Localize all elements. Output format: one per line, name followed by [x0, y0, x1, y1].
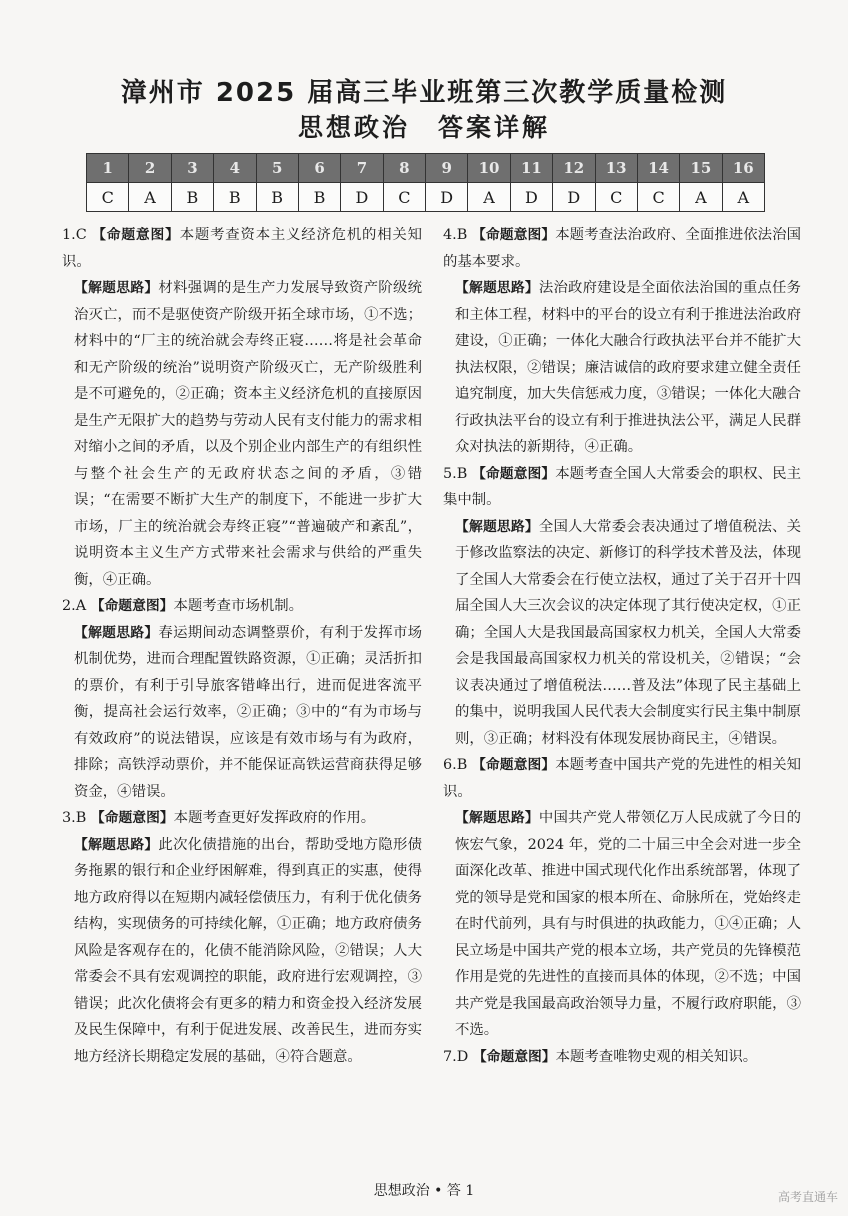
answer-table-number-row — [87, 154, 765, 183]
answer-cell: C — [87, 183, 129, 212]
question-number-cell: 15 — [680, 154, 722, 183]
page-footer: 思想政治 • 答 1 — [373, 1183, 475, 1199]
question-number-cell: 11 — [510, 154, 552, 183]
solution-text: 春运期间动态调整票价，有利于发挥市场机制优势，进而合理配置铁路资源，①正确；灵活折扣的票价，有利于引导旅客错峰出行，进而促进客流平衡，提高社会运行效率，②正确；③中的“有为市场与有效政府”的说法错误，应该是有效市场与有为政府，排除；高铁浮动票价，并不能保证高铁运营商获得足够资金，④错误。 — [74, 624, 423, 800]
question-number-cell: 1 — [87, 154, 129, 183]
question-heading — [62, 222, 422, 275]
solution-tag: 【解题思路】 — [74, 624, 159, 641]
question-number-cell: 3 — [171, 154, 213, 183]
question-number-cell: 10 — [468, 154, 510, 183]
question-number-cell: 7 — [341, 154, 383, 183]
answer-table-answer-row — [87, 183, 765, 212]
solution-paragraph — [62, 275, 422, 593]
intent-tag: 【命题意图】 — [90, 810, 174, 826]
answer-cell: A — [680, 183, 722, 212]
intent-text: 本题考查唯物史观的相关知识。 — [555, 1048, 758, 1065]
solution-text: 全国人大常委会表决通过了增值税法、关于修改监察法的决定、新修订的科学技术普及法，体现了全国人大常委会在行使立法权，通过了关于召开十四届全国人大三次会议的决定体现了其行使决定权，①正确；全国人大是我国最高国家权力机关，全国人大常委会是我国最高国家权力机关的常设机关，②错误；“会议表决通过了增值税法……普及法”体现了民主基础上的集中，说明我国人民代表大会制度实行民主集中制原则，③正确；材料没有体现发展协商民主，④错误。 — [455, 518, 801, 747]
question-number-cell: 12 — [553, 154, 595, 183]
intent-text: 本题考查资本主义经济危机的相关知识。 — [62, 227, 423, 270]
intent-tag: 【命题意图】 — [471, 227, 556, 243]
solution-tag: 【解题思路】 — [455, 518, 539, 535]
intent-text: 本题考查市场机制。 — [173, 598, 304, 614]
solution-tag: 【解题思路】 — [74, 280, 159, 296]
question-number: 6.B — [443, 757, 468, 773]
subject-label: 思想政治 — [297, 113, 410, 142]
intent-tag: 【命题意图】 — [471, 465, 556, 482]
answer-cell: C — [637, 183, 679, 212]
solution-text: 材料强调的是生产力发展导致资产阶级统治灭亡，而不是驱使资产阶级开拓全球市场，①不选；材料中的“厂主的统治就会寿终正寝……将是社会革命和无产阶级的统治”说明资产阶级灭亡，无产阶级胜利是不可避免的，②正确；资本主义经济危机的直接原因是生产无限扩大的趋势与劳动人民有支付能力的需求相对缩小之间的矛盾，以及个别企业内部生产的有组织性与整个社会生产的无政府状态之间的矛盾，③错误；“在需要不断扩大生产的制度下，不能进一步扩大市场，厂主的统治就会寿终正寝”“普遍破产和紊乱”，说明资本主义生产方式带来社会需求与供给的严重失衡，④正确。 — [74, 280, 423, 588]
answer-cell: C — [383, 183, 425, 212]
answer-cell: A — [722, 183, 764, 212]
answer-cell: B — [298, 183, 340, 212]
intent-tag: 【命题意图】 — [472, 1048, 556, 1065]
question-number-cell: 5 — [256, 154, 298, 183]
question-number: 4.B — [443, 227, 468, 243]
answer-cell: D — [341, 183, 383, 212]
solution-paragraph — [443, 514, 801, 753]
right-column — [443, 222, 801, 1070]
question-heading — [62, 805, 422, 832]
question-number: 5.B — [443, 465, 468, 482]
left-column — [62, 222, 422, 1070]
question-number: 3.B — [62, 810, 87, 826]
intent-text: 本题考查法治政府、全面推进依法治国的基本要求。 — [443, 227, 801, 270]
answer-cell: D — [426, 183, 468, 212]
question-heading — [443, 461, 801, 514]
solution-tag: 【解题思路】 — [455, 280, 539, 296]
watermark: 高考直通车 — [777, 1190, 838, 1204]
intent-text: 本题考查更好发挥政府的作用。 — [173, 810, 376, 826]
answer-cell: D — [553, 183, 595, 212]
question-number-cell: 16 — [722, 154, 764, 183]
solution-tag: 【解题思路】 — [455, 810, 539, 826]
solution-paragraph — [62, 832, 422, 1071]
solution-paragraph — [443, 805, 801, 1044]
question-number-cell: 6 — [298, 154, 340, 183]
question-heading — [443, 222, 801, 275]
intent-tag: 【命题意图】 — [92, 227, 180, 243]
question-number-cell: 9 — [426, 154, 468, 183]
answer-cell: D — [510, 183, 552, 212]
question-number-cell: 14 — [637, 154, 679, 183]
question-heading — [62, 593, 422, 620]
solution-paragraph — [62, 620, 422, 806]
question-number-cell: 4 — [214, 154, 256, 183]
solution-text: 此次化债措施的出台，帮助受地方隐形债务拖累的银行和企业纾困解难，得到真正的实惠，使得地方政府得以在短期内减轻偿债压力，有利于优化债务结构，实现债务的可持续化解，①正确；地方政府债务风险是客观存在的，化债不能消除风险，②错误；人大常委会不具有宏观调控的职能，政府进行宏观调控，③错误；此次化债将会有更多的精力和资金投入经济发展及民生保障中，有利于促进发展、改善民生，进而夯实地方经济长期稳定发展的基础，④符合题意。 — [74, 836, 423, 1065]
page-subtitle — [0, 108, 848, 144]
intent-text: 本题考查中国共产党的先进性的相关知识。 — [443, 757, 801, 800]
question-number: 1.C — [62, 227, 87, 243]
solution-tag: 【解题思路】 — [74, 836, 159, 853]
answer-cell: B — [171, 183, 213, 212]
question-heading — [443, 752, 801, 805]
answer-cell: C — [595, 183, 637, 212]
answer-cell: A — [468, 183, 510, 212]
intent-tag: 【命题意图】 — [90, 598, 174, 614]
answer-cell: B — [214, 183, 256, 212]
page-title: 漳州市 2025 届高三毕业班第三次教学质量检测 — [120, 78, 728, 108]
question-number-cell: 8 — [383, 154, 425, 183]
question-number-cell: 2 — [129, 154, 171, 183]
answer-label: 答案详解 — [438, 113, 551, 142]
solution-text: 中国共产党人带领亿万人民成就了今日的恢宏气象，2024 年，党的二十届三中全会对进一步全面深化改革、推进中国式现代化作出系统部署，体现了党的领导是党和国家的根本所在、命脉所在，党始终走在时代前列，具有与时俱进的执政能力，①④正确；人民立场是中国共产党的根本立场，共产党员的先锋模范作用是党的先进性的直接而具体的体现，②不选；中国共产党是我国最高政治领导力量，不履行政府职能，③不选。 — [455, 810, 801, 1038]
question-number: 2.A — [62, 598, 87, 614]
solution-text: 法治政府建设是全面依法治国的重点任务和主体工程，材料中的平台的设立有利于推进法治政府建设，①正确；一体化大融合行政执法平台并不能扩大执法权限，②错误；廉洁诚信的政府要求建立健全责任追究制度，加大失信惩戒力度，③错误；一体化大融合行政执法平台的设立有利于推进执法公平，满足人民群众对执法的新期待，④正确。 — [455, 280, 801, 455]
question-number-cell: 13 — [595, 154, 637, 183]
question-number: 7.D — [443, 1048, 469, 1065]
question-heading — [443, 1044, 801, 1071]
answer-cell: A — [129, 183, 171, 212]
answer-cell: B — [256, 183, 298, 212]
solution-paragraph — [443, 275, 801, 461]
answer-table — [86, 153, 765, 212]
intent-text: 本题考查全国人大常委会的职权、民主集中制。 — [443, 465, 801, 508]
intent-tag: 【命题意图】 — [471, 757, 556, 773]
